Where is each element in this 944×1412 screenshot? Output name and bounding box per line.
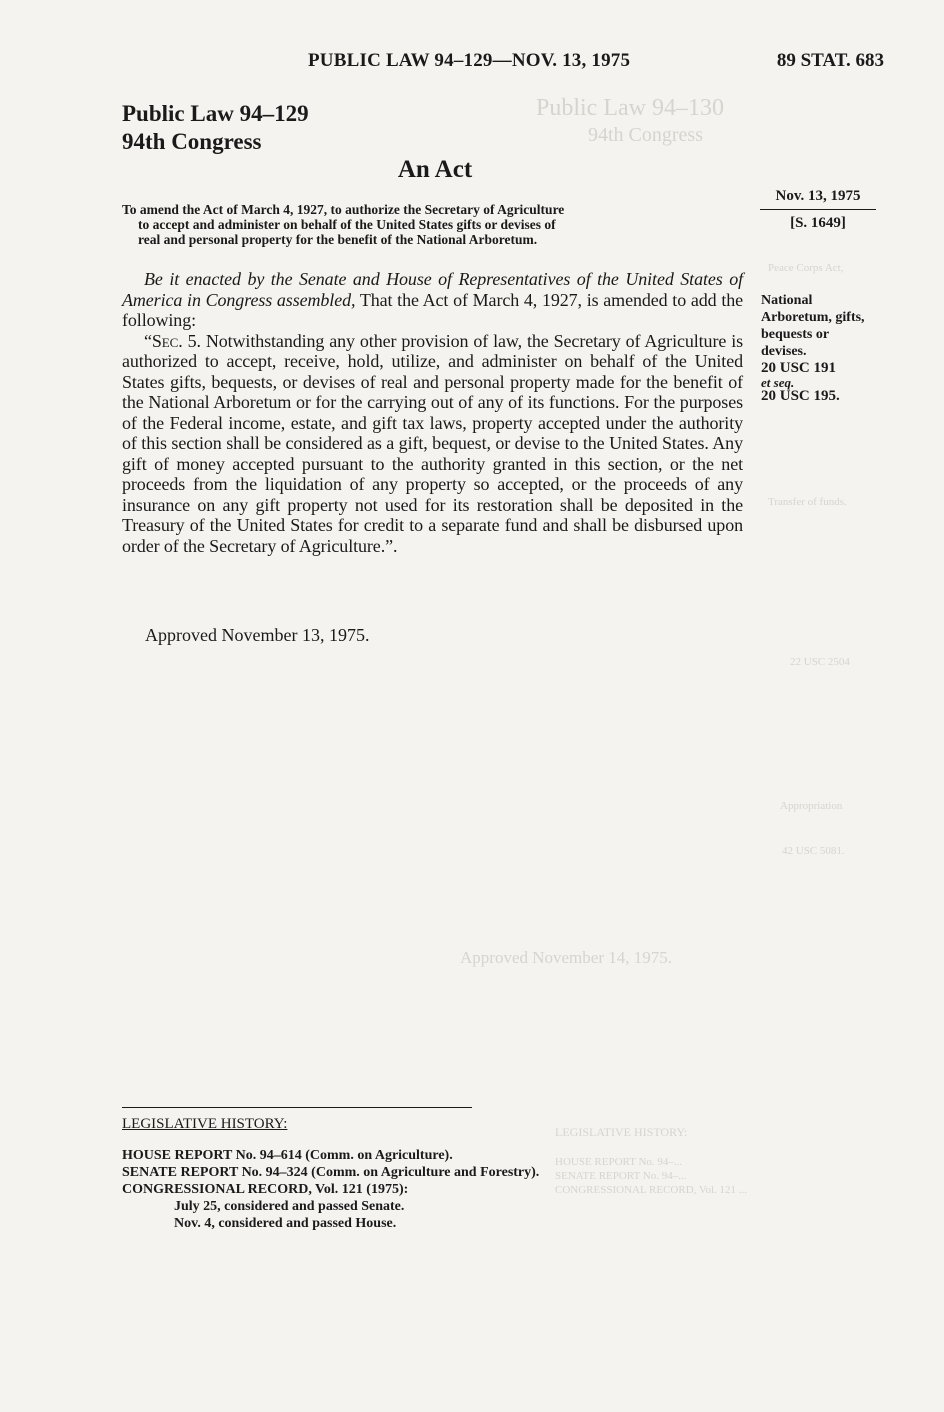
bleed-through-text: 94th Congress	[588, 124, 703, 146]
enacting-formula: Be it enacted by the Senate and House of Representatives of the United States of America in Congress assembled,	[122, 269, 743, 310]
divider	[122, 1107, 472, 1108]
approval-date: Approved November 13, 1975.	[145, 625, 370, 645]
section-5	[122, 331, 743, 557]
margin-note: bequests or	[761, 327, 830, 342]
bleed-through-text: Appropriation	[780, 800, 843, 812]
usc-citation: 20 USC 191	[761, 360, 837, 376]
list-subitem: July 25, considered and passed Senate.	[174, 1199, 405, 1214]
section-text: 5. Notwithstanding any other provision of law, the Secretary of Agriculture is authorized to accept, receive, hold, utilize, and administer on behalf of the United States gifts, bequests, or devises of real and personal property made for the benefit of the National Arboretum or for the carrying out of any of its functions. For the purposes of the Federal income, estate, and gift tax laws, property accepted under the authority of this section shall be considered as a gift, bequest, or devise to the United States. Any gift of money accepted pursuant to the authority granted in this section, or the net proceeds from the liquidation of any property so accepted, or the proceeds of any insurance on any gift property not used for its restoration shall be deposited in the Treasury of the United States for credit to a separate fund and shall be disbursed upon order of the Secretary of Agriculture.”.	[122, 330, 743, 556]
enacting-clause	[122, 269, 743, 331]
law-title-block	[122, 100, 309, 156]
bleed-through-text: Peace Corps Act,	[768, 262, 844, 274]
bleed-through-text: CONGRESSIONAL RECORD, Vol. 121 ...	[555, 1184, 748, 1196]
list-subitem: Nov. 4, considered and passed House.	[174, 1216, 397, 1231]
usc-citation: 20 USC 195.	[761, 388, 840, 404]
bleed-through-text: LEGISLATIVE HISTORY:	[555, 1125, 688, 1139]
law-number: Public Law 94–129	[122, 101, 309, 126]
enactment-date: Nov. 13, 1975	[760, 186, 876, 210]
margin-note: devises.	[761, 344, 807, 359]
enacting-rest: That the Act of March 4, 1927, is amended to add the following:	[122, 289, 744, 330]
section-label: Sec.	[151, 330, 183, 351]
legislative-history-title: LEGISLATIVE HISTORY:	[122, 1116, 288, 1132]
bleed-through-text: 22 USC 2504	[790, 656, 850, 668]
bleed-through-text: Approved November 14, 1975.	[460, 948, 672, 967]
list-item: HOUSE REPORT No. 94–614 (Comm. on Agriculture).	[122, 1148, 453, 1163]
purpose-clause	[122, 202, 742, 247]
purpose-line: to accept and administer on behalf of the United States gifts or devises of	[138, 217, 556, 232]
purpose-line: To amend the Act of March 4, 1927, to authorize the Secretary of Agriculture	[122, 202, 565, 217]
margin-notes	[761, 292, 891, 405]
congress-number: 94th Congress	[122, 129, 262, 154]
et-seq: et seq.	[761, 375, 795, 390]
statute-page-number: 89 STAT. 683	[776, 50, 884, 71]
bleed-through-text: Public Law 94–130	[536, 95, 724, 121]
date-box	[760, 186, 876, 234]
bleed-through-text: SENATE REPORT No. 94–...	[555, 1170, 687, 1182]
section-open-quote: “	[144, 330, 152, 351]
margin-note: Arboretum, gifts,	[761, 310, 865, 325]
act-heading: An Act	[397, 156, 473, 183]
purpose-line: real and personal property for the benefit of the National Arboretum.	[138, 232, 538, 247]
bleed-through-text: HOUSE REPORT No. 94–...	[555, 1156, 683, 1168]
bleed-through-text: Transfer of funds.	[768, 496, 847, 508]
bleed-through-text: 42 USC 5081.	[782, 845, 845, 857]
list-item: SENATE REPORT No. 94–324 (Comm. on Agriculture and Forestry).	[122, 1165, 540, 1180]
running-head: PUBLIC LAW 94–129—NOV. 13, 1975	[308, 50, 631, 71]
legislative-history-list	[122, 1147, 539, 1232]
list-item: CONGRESSIONAL RECORD, Vol. 121 (1975):	[122, 1182, 409, 1197]
margin-note: National	[761, 293, 813, 308]
bill-number: [S. 1649]	[790, 215, 846, 231]
act-body	[122, 269, 743, 556]
